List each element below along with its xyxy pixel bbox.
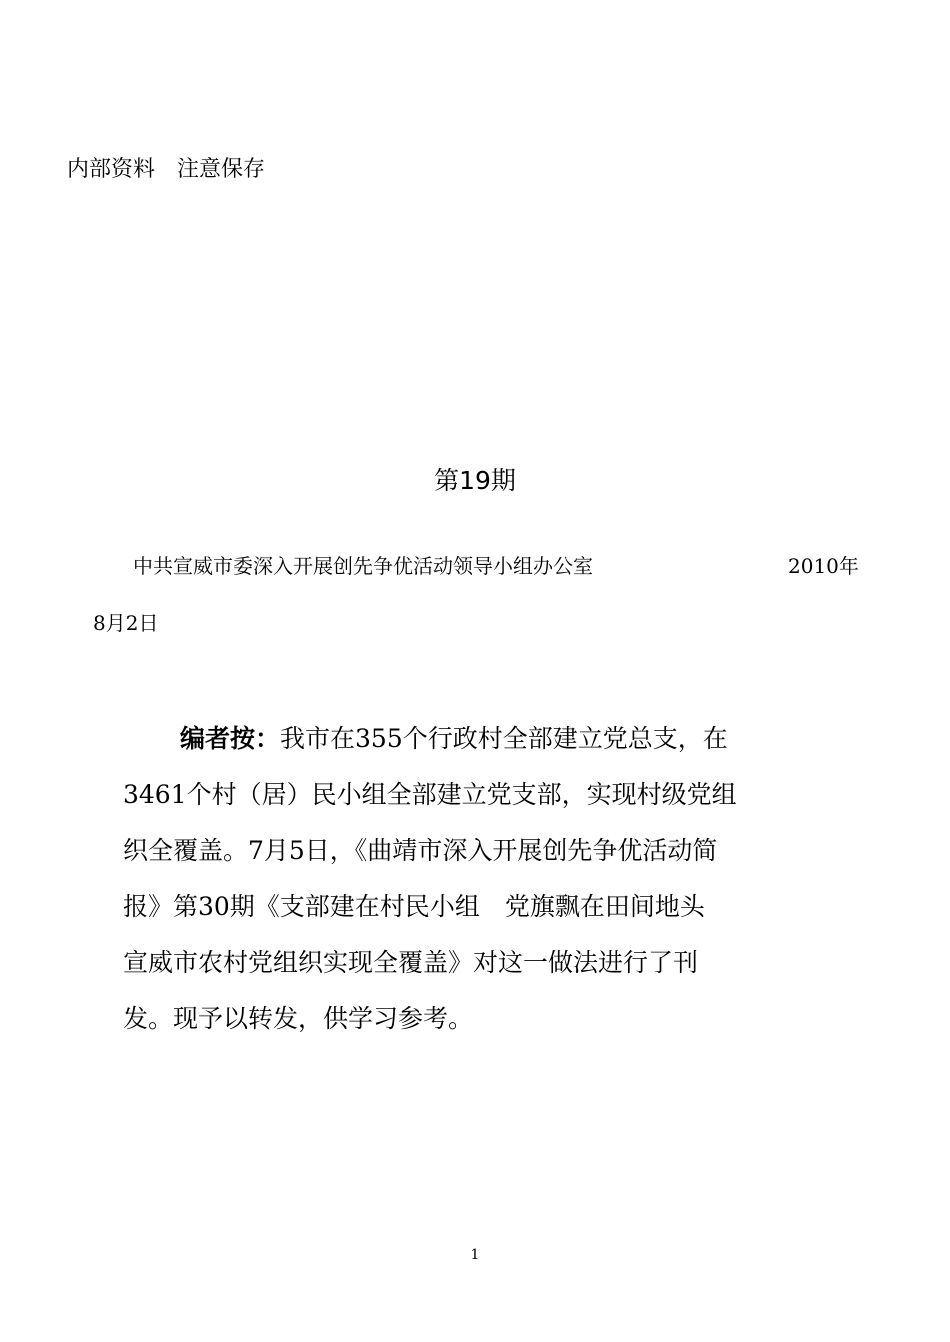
editor-note-label: 编者按： <box>180 724 281 753</box>
issuer-name: 中共宣威市委深入开展创先争优活动领导小组办公室 <box>133 554 593 578</box>
editor-note-line: 3461个村（居）民小组全部建立党支部，实现村级党组 <box>123 780 737 809</box>
editor-note-line: 报》第30期《支部建在村民小组 党旗飘在田间地头 <box>123 892 705 921</box>
page-number: 1 <box>470 1247 480 1263</box>
editor-note-line <box>123 720 737 758</box>
issue-date-day: 8月2日 <box>93 611 159 635</box>
issue-date-year: 2010年 <box>788 554 859 578</box>
editor-note-line: 宣威市农村党组织实现全覆盖》对这一做法进行了刊 <box>123 948 699 977</box>
editor-note-text: 我市在355个行政村全部建立党总支，在 <box>280 724 728 753</box>
editor-note <box>123 720 737 1056</box>
classification-label: 内部资料 <box>67 157 156 182</box>
caution-label: 注意保存 <box>177 157 266 182</box>
issue-title: 第19期 <box>434 466 516 495</box>
editor-note-line: 发。现予以转发，供学习参考。 <box>123 1004 474 1033</box>
document-header <box>67 154 265 186</box>
editor-note-line: 织全覆盖。7月5日，《曲靖市深入开展创先争优活动简 <box>123 836 718 865</box>
